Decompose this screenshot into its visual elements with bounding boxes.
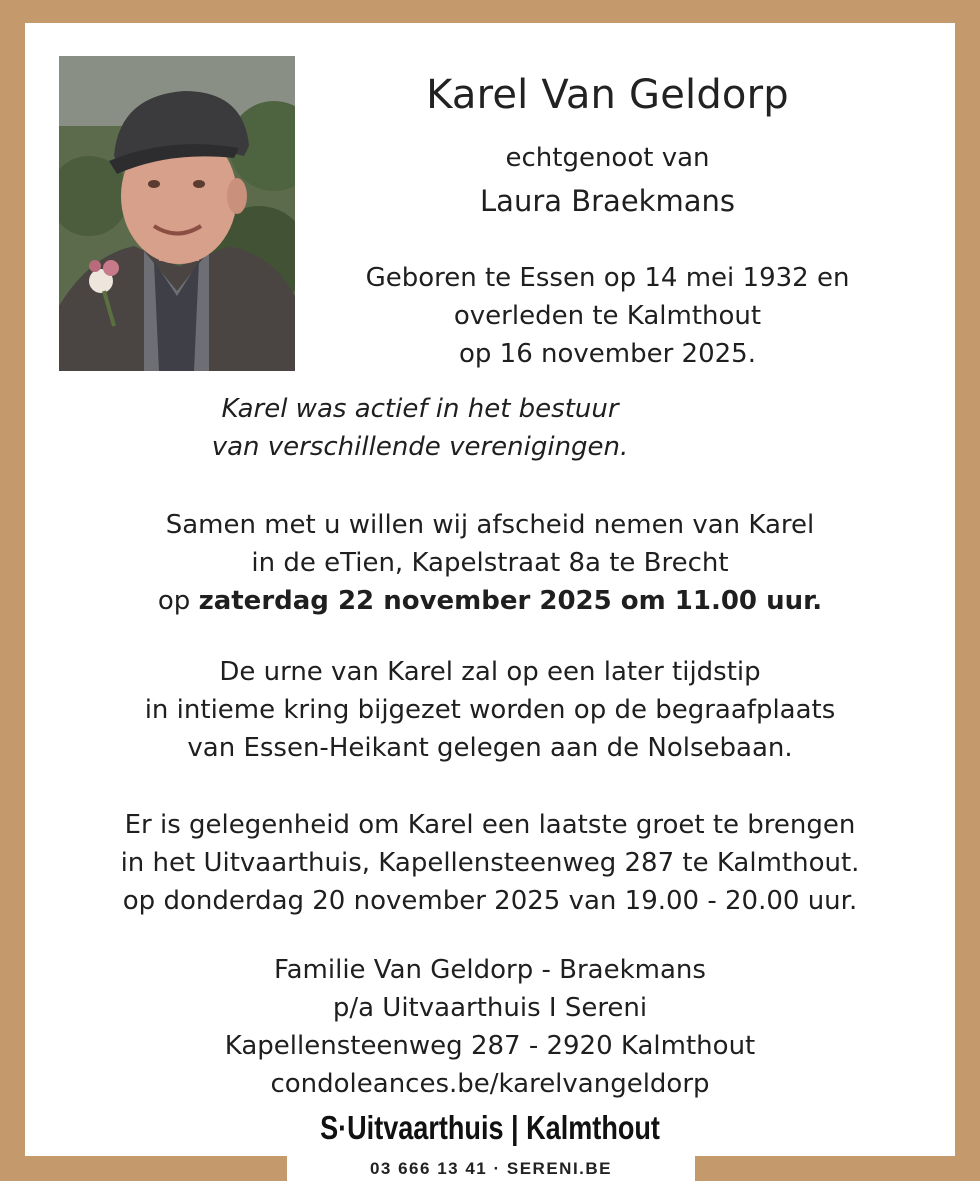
service-date-line [25, 582, 955, 620]
birth-death-line: op 16 november 2025. [458, 339, 756, 369]
contact-line: Familie Van Geldorp - Braekmans [274, 955, 706, 985]
contact-line: Kapellensteenweg 287 - 2920 Kalmthout [224, 1031, 756, 1061]
service-text [25, 506, 955, 620]
contact-text [25, 951, 955, 1103]
footer-website: SERENI.BE [506, 1159, 613, 1178]
obituary-card [25, 23, 955, 1156]
quote-text [0, 390, 885, 466]
urn-line: in intieme kring bijgezet worden op de begraafplaats [144, 695, 836, 725]
spouse-intro: echtgenoot van [505, 143, 710, 173]
quote-line: van verschillende verenigingen. [211, 432, 629, 462]
service-date: zaterdag 22 november 2025 om 11.00 uur. [198, 586, 823, 616]
footer-separator: · [493, 1159, 501, 1178]
contact-line: p/a Uitvaarthuis I Sereni [332, 993, 648, 1023]
urn-line: De urne van Karel zal op een later tijdstip [219, 657, 761, 687]
urn-text [25, 653, 955, 767]
funeral-home-logo: S·Uitvaarthuis | Kalmthout [320, 1109, 660, 1146]
deceased-name: Karel Van Geldorp [426, 72, 789, 118]
service-line: Samen met u willen wij afscheid nemen van Karel [165, 510, 815, 540]
contact-website-line: condoleances.be/karelvangeldorp [270, 1069, 710, 1099]
urn-line: van Essen-Heikant gelegen aan de Nolsebaan. [187, 733, 793, 763]
footer-contact [287, 1156, 695, 1181]
visit-line: op donderdag 20 november 2025 van 19.00 - 20.00 uur. [122, 886, 858, 916]
visit-text [25, 806, 955, 920]
service-line: in de eTien, Kapelstraat 8a te Brecht [251, 548, 729, 578]
visit-line: in het Uitvaarthuis, Kapellensteenweg 287 te Kalmthout. [120, 848, 860, 878]
quote-line: Karel was actief in het bestuur [221, 394, 619, 424]
portrait-photo [59, 56, 295, 371]
footer-phone: 03 666 13 41 [369, 1159, 488, 1178]
spouse-name: Laura Braekmans [480, 184, 735, 218]
birth-death-line: overleden te Kalmthout [453, 301, 762, 331]
birth-death-line: Geboren te Essen op 14 mei 1932 en [365, 263, 850, 293]
service-date-prefix: op [157, 586, 199, 616]
birth-death-text [320, 259, 895, 373]
visit-line: Er is gelegenheid om Karel een laatste groet te brengen [124, 810, 856, 840]
